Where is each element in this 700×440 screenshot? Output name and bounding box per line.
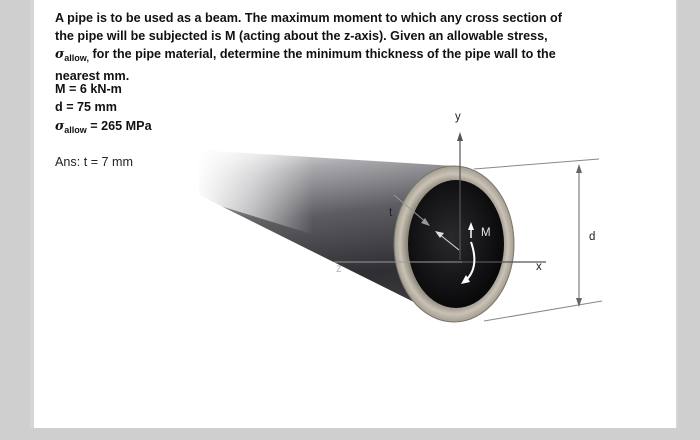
sigma-symbol: σ (55, 46, 65, 61)
dimension-top-line (474, 159, 599, 169)
y-axis-arrow (457, 132, 463, 141)
label-z: z (336, 263, 342, 275)
document-page (34, 0, 676, 428)
label-y: y (455, 111, 461, 123)
frame-bottom-border (0, 428, 700, 440)
given-diameter: d = 75 mm (55, 100, 117, 114)
dimension-bottom-line (484, 301, 602, 321)
problem-line-4: nearest mm. (55, 68, 130, 83)
sigma-symbol-given: σ (55, 118, 65, 133)
answer-text: Ans: t = 7 mm (55, 155, 134, 169)
label-t: t (389, 207, 393, 219)
frame-left-border (0, 0, 30, 440)
given-moment: M = 6 kN-m (55, 82, 122, 96)
frame-right-border (678, 0, 700, 440)
pipe-bore (408, 180, 504, 308)
sigma-subscript-inline: allow, (64, 53, 89, 63)
dimension-arrow-top (576, 164, 582, 173)
pipe-figure (34, 0, 676, 428)
label-d: d (589, 231, 596, 243)
problem-line-1: A pipe is to be used as a beam. The maximum moment to which any cross section of (55, 11, 562, 25)
label-x: x (536, 261, 542, 273)
sigma-value: = 265 MPa (86, 119, 152, 133)
label-M: M (481, 227, 491, 239)
problem-line-3-text: for the pipe material, determine the minimum thickness of the pipe wall to the (92, 47, 556, 61)
sigma-subscript-given: allow (64, 125, 87, 135)
problem-line-2: the pipe will be subjected is M (acting about the z-axis). Given an allowable stress, (55, 28, 548, 43)
